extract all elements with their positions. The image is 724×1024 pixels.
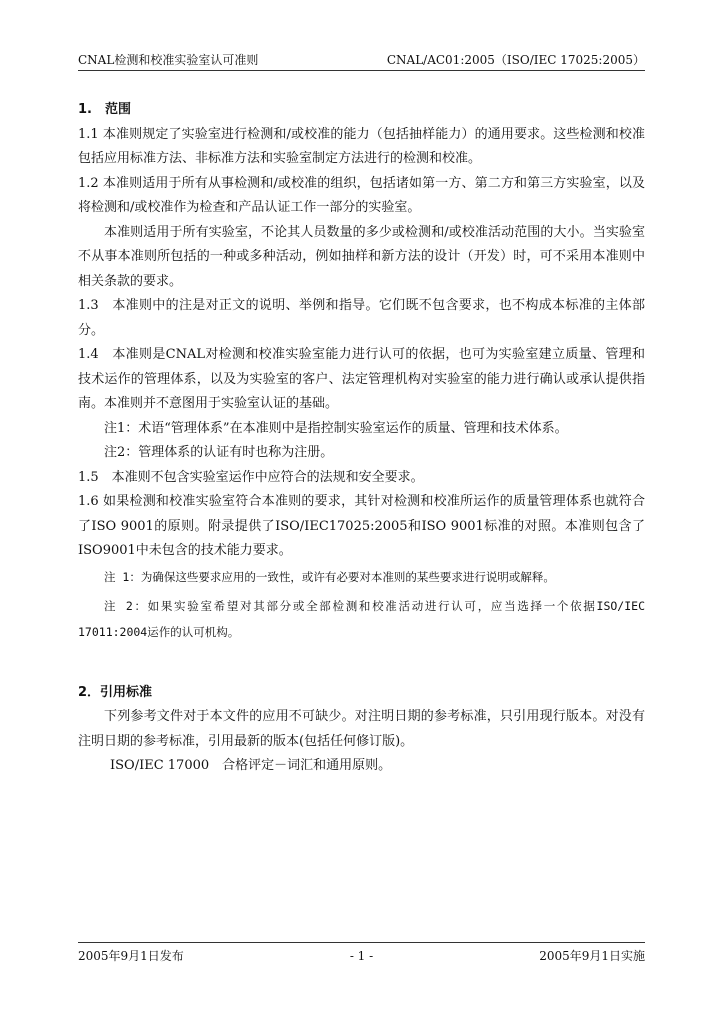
header-standard-code: CNAL/AC01:2005（ISO/IEC 17025:2005）	[386, 53, 645, 67]
section-2-heading: 2．引用标准	[78, 684, 153, 700]
footer-rule	[78, 942, 645, 943]
header-rule	[78, 70, 645, 71]
note-1-4-2: 注2：管理体系的认证有时也称为注册。	[104, 445, 334, 460]
note-1-4-1: 注1：术语“管理体系”在本准则中是指控制实验室运作的质量、管理和技术体系。	[104, 420, 568, 436]
page-header	[78, 50, 645, 70]
note-1-6-2: 注 2：如果实验室希望对其部分或全部检测和校准活动进行认可，应当选择一个依据ISO/IEC 17011:2004运作的认可机构。	[78, 598, 645, 639]
publish-date: 2005年9月1日发布	[78, 949, 184, 963]
section-2-paragraph: 下列参考文件对于本文件的应用不可缺少。对注明日期的参考标准，只引用现行版本。对没有注明日期的参考标准，引用最新的版本(包括任何修订版)。	[78, 709, 645, 749]
clause-1-2-continued: 本准则适用于所有实验室，不论其人员数量的多少或检测和/或校准活动范围的大小。当实验室不从事本准则所包括的一种或多种活动，例如抽样和新方法的设计（开发）时，可不采用本准则中相关条款的要求。	[78, 224, 645, 289]
header-title: CNAL检测和校准实验室认可准则	[78, 53, 259, 67]
page-number: - 1 -	[349, 949, 374, 963]
clause-1-1: 1.1 本准则规定了实验室进行检测和/或校准的能力（包括抽样能力）的通用要求。这些检测和校准包括应用标准方法、非标准方法和实验室制定方法进行的检测和校准。	[78, 126, 645, 166]
clause-1-5: 1.5 本准则不包含实验室运作中应符合的法规和安全要求。	[78, 469, 424, 485]
clause-1-3: 1.3 本准则中的注是对正文的说明、举例和指导。它们既不包含要求，也不构成本标准的主体部分。	[78, 298, 645, 338]
effective-date: 2005年9月1日实施	[539, 949, 645, 963]
clause-1-4: 1.4 本准则是CNAL对检测和校准实验室能力进行认可的依据，也可为实验室建立质量、管理和技术运作的管理体系，以及为实验室的客户、法定管理机构对实验室的能力进行确认或承认提供指南。本准则并不意图用于实验室认证的基础。	[78, 347, 645, 411]
clause-1-2: 1.2 本准则适用于所有从事检测和/或校准的组织，包括诸如第一方、第二方和第三方实验室，以及将检测和/或校准作为检查和产品认证工作一部分的实验室。	[78, 175, 645, 215]
document-body	[78, 98, 645, 779]
section-1-heading: 1. 范围	[78, 102, 131, 117]
clause-1-6: 1.6 如果检测和校准实验室符合本准则的要求，其针对检测和校准所运作的质量管理体系也就符合了ISO 9001的原则。附录提供了ISO/IEC17025:2005和ISO 9001标准的对照。本准则包含了ISO9001中未包含的技术能力要求。	[78, 494, 645, 558]
page-footer	[78, 946, 645, 966]
note-1-6-1: 注 1：为确保这些要求应用的一致性，或许有必要对本准则的某些要求进行说明或解释。	[104, 569, 555, 584]
reference-iso-iec-17000: ISO/IEC 17000 合格评定－词汇和通用原则。	[110, 758, 392, 773]
